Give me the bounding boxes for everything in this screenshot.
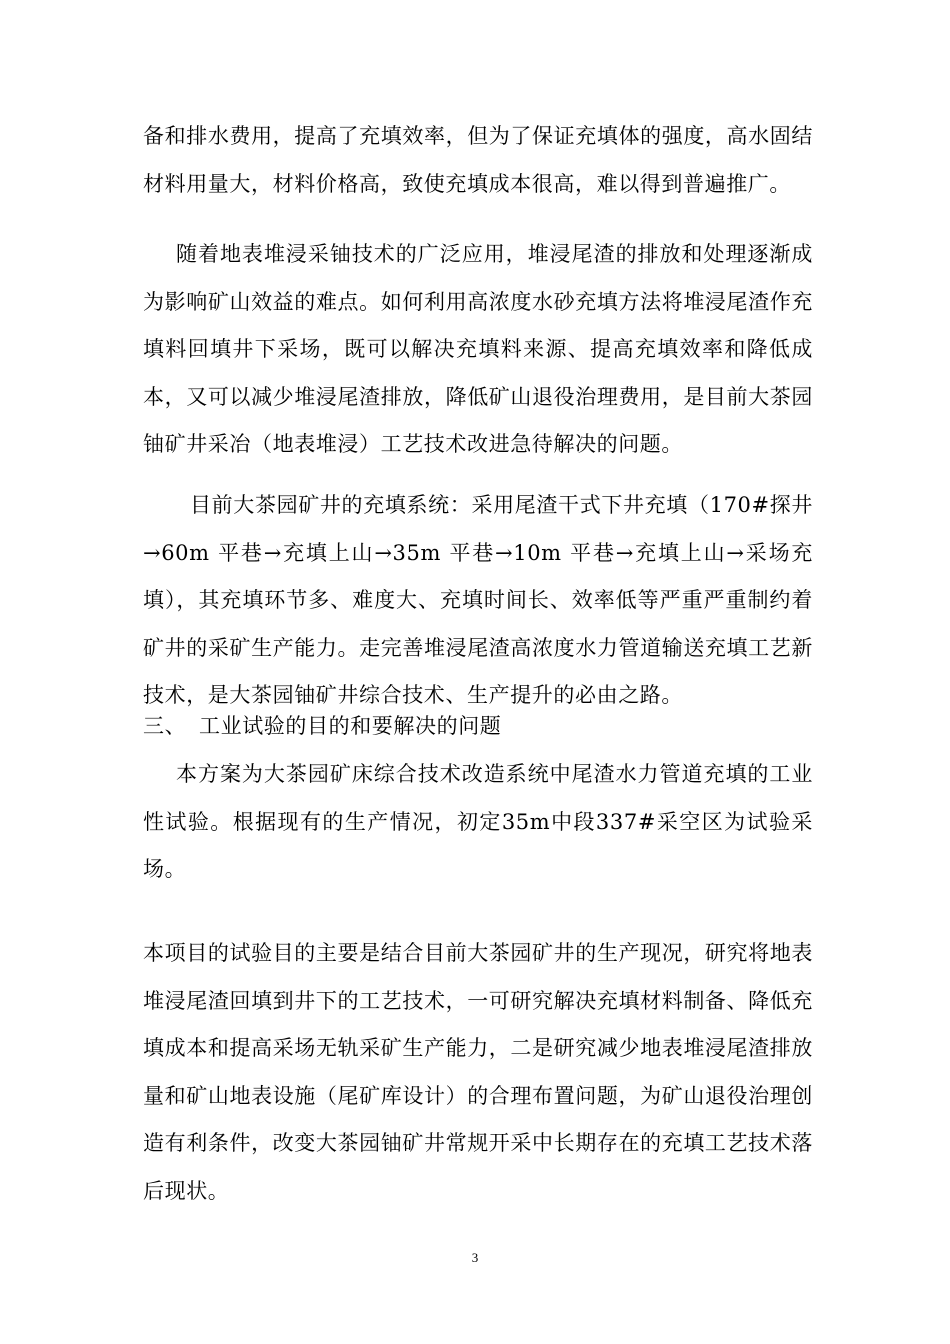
paragraph-filling-cost: 备和排水费用，提高了充填效率，但为了保证充填体的强度，高水固结材料用量大，材料价格高，致使充填成本很高，难以得到普遍推广。 [143, 124, 813, 196]
section-heading [143, 703, 813, 751]
paragraph-current-filling-system: 目前大茶园矿井的充填系统：采用尾渣干式下井充填（170#探井→60m 平巷→充填上山→35m 平巷→10m 平巷→充填上山→采场充填），其充填环节多、难度大、充填时间长、效率低等严重严重制约着矿井的采矿生产能力。走完善堆浸尾渣高浓度水力管道输送充填工艺新技术，是大茶园铀矿井综合技术、生产提升的必由之路。 [143, 493, 813, 707]
section-number: 三、 [143, 714, 187, 738]
section-title: 工业试验的目的和要解决的问题 [199, 714, 502, 738]
page-number: 3 [471, 1250, 479, 1265]
paragraph-heap-leach-tailings: 随着地表堆浸采铀技术的广泛应用，堆浸尾渣的排放和处理逐渐成为影响矿山效益的难点。如何利用高浓度水砂充填方法将堆浸尾渣作充填料回填井下采场，既可以解决充填料来源、提高充填效率和降低成本，又可以减少堆浸尾渣排放，降低矿山退役治理费用，是目前大茶园铀矿井采冶（地表堆浸）工艺技术改进急待解决的问题。 [143, 242, 813, 456]
paragraph-test-scheme: 本方案为大茶园矿床综合技术改造系统中尾渣水力管道充填的工业性试验。根据现有的生产情况，初定35m中段337#采空区为试验采场。 [143, 762, 813, 881]
paragraph-test-objectives: 本项目的试验目的主要是结合目前大茶园矿井的生产现况，研究将地表堆浸尾渣回填到井下的工艺技术，一可研究解决充填材料制备、降低充填成本和提高采场无轨采矿生产能力，二是研究减少地表堆浸尾渣排放量和矿山地表设施（尾矿库设计）的合理布置问题，为矿山退役治理创造有利条件，改变大茶园铀矿井常规开采中长期存在的充填工艺技术落后现状。 [143, 941, 813, 1203]
